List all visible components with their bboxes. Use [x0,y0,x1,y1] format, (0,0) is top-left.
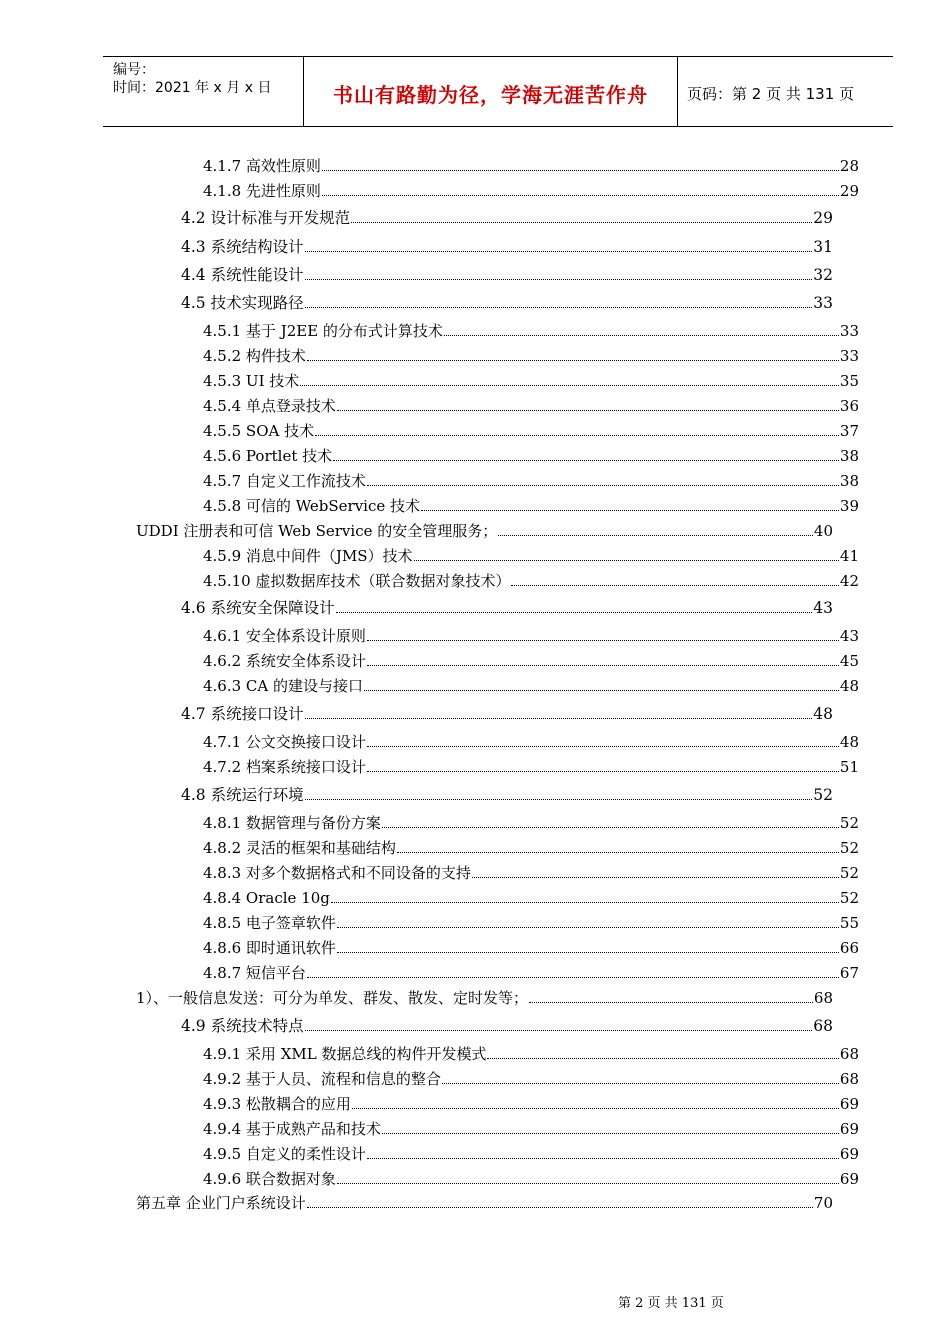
toc-entry-title: 4.6.3 CA 的建设与接口 [203,677,364,695]
toc-dot-leader [337,951,839,953]
toc-entry-page: 36 [839,397,859,415]
toc-entry-title: 第五章 企业门户系统设计 [136,1194,306,1212]
toc-dot-leader [305,717,813,719]
toc-entry-title: 4.7.2 档案系统接口设计 [203,758,366,776]
toc-entry-page: 68 [813,989,833,1007]
toc-entry[interactable] [136,521,833,541]
toc-entry[interactable] [203,1169,859,1189]
toc-entry-title: 4.6.1 安全体系设计原则 [203,627,366,645]
toc-entry-title: 4.2 设计标准与开发规范 [181,209,351,227]
toc-dot-leader [382,826,839,828]
toc-dot-leader [305,798,813,800]
toc-dot-leader [333,459,839,461]
header-page-cell [677,57,893,126]
toc-dot-leader [336,611,813,613]
toc-dot-leader [442,1082,839,1084]
toc-entry[interactable] [203,1069,859,1089]
toc-entry[interactable] [181,237,833,257]
toc-dot-leader [352,1107,839,1109]
toc-dot-leader [337,1182,839,1184]
toc-entry-page: 51 [839,758,859,776]
toc-entry[interactable] [203,651,859,671]
toc-dot-leader [414,559,839,561]
toc-entry-page: 52 [839,889,859,907]
toc-entry-title: 4.4 系统性能设计 [181,266,304,284]
toc-entry-page: 29 [813,209,833,227]
toc-dot-leader [307,1206,813,1208]
toc-dot-leader [397,851,839,853]
toc-entry-page: 48 [839,677,859,695]
toc-entry[interactable] [181,704,833,724]
toc-entry-title: 4.9.5 自定义的柔性设计 [203,1145,366,1163]
toc-dot-leader [351,221,812,223]
toc-entry-title: 4.5.1 基于 J2EE 的分布式计算技术 [203,322,443,340]
toc-entry-page: 33 [813,294,833,312]
toc-entry-title: UDDI 注册表和可信 Web Service 的安全管理服务； [136,522,498,540]
toc-entry-page: 33 [839,347,859,365]
toc-entry-page: 55 [839,914,859,932]
toc-entry-page: 43 [813,599,833,617]
toc-entry-title: 4.9.2 基于人员、流程和信息的整合 [203,1070,441,1088]
toc-entry-page: 43 [839,627,859,645]
toc-entry[interactable] [203,1119,859,1139]
toc-entry-title: 4.8.4 Oracle 10g [203,889,330,907]
motto: 书山有路勤为径，学海无涯苦作舟 [333,83,648,107]
toc-entry-page: 33 [839,322,859,340]
toc-dot-leader [364,689,839,691]
toc-entry-title: 4.9 系统技术特点 [181,1017,304,1035]
toc-dot-leader [315,434,839,436]
toc-dot-leader [337,409,839,411]
toc-entry[interactable] [203,676,859,696]
toc-entry-title: 4.5.7 自定义工作流技术 [203,472,366,490]
toc-entry-title: 4.8.2 灵活的框架和基础结构 [203,839,396,857]
toc-entry-page: 31 [813,238,833,256]
toc-dot-leader [472,876,839,878]
toc-entry-title: 4.8.6 即时通讯软件 [203,939,336,957]
time-label: 时间：2021 年 x 月 x 日 [113,80,272,96]
toc-entry[interactable] [203,963,859,983]
toc-entry-page: 52 [839,839,859,857]
toc-entry[interactable] [181,598,833,618]
toc-entry-page: 68 [813,1017,833,1035]
toc-entry[interactable] [203,371,859,391]
toc-entry-title: 4.5.10 虚拟数据库技术（联合数据对象技术） [203,572,511,590]
toc-entry-title: 4.5.8 可信的 WebService 技术 [203,497,421,515]
toc-entry-title: 4.8.3 对多个数据格式和不同设备的支持 [203,864,471,882]
toc-dot-leader [367,745,839,747]
toc-entry[interactable] [203,732,859,752]
toc-dot-leader [307,976,839,978]
toc-entry[interactable] [203,888,859,908]
toc-entry[interactable] [203,938,859,958]
toc-dot-leader [305,250,813,252]
toc-entry-page: 52 [839,814,859,832]
toc-entry-page: 68 [839,1045,859,1063]
toc-dot-leader [382,1132,839,1134]
toc-entry-page: 28 [839,157,859,175]
toc-entry[interactable] [203,626,859,646]
toc-entry-title: 4.5.6 Portlet 技术 [203,447,333,465]
toc-entry[interactable] [181,265,833,285]
toc-entry[interactable] [203,321,859,341]
toc-entry-title: 4.5.5 SOA 技术 [203,422,315,440]
toc-dot-leader [421,509,839,511]
toc-entry-title: 4.3 系统结构设计 [181,238,304,256]
toc-entry-title: 4.1.8 先进性原则 [203,182,321,200]
toc-entry-page: 41 [839,547,859,565]
toc-entry-page: 37 [839,422,859,440]
toc-entry[interactable] [181,1016,833,1036]
toc-entry-page: 42 [839,572,859,590]
toc-dot-leader [498,534,813,536]
toc-dot-leader [305,1029,813,1031]
toc-entry-page: 52 [813,786,833,804]
toc-entry[interactable] [203,496,859,516]
toc-dot-leader [305,278,813,280]
toc-entry[interactable] [203,421,859,441]
toc-dot-leader [337,926,839,928]
toc-entry-title: 4.8.5 电子签章软件 [203,914,336,932]
number-label: 编号： [113,62,155,78]
toc-dot-leader [367,639,839,641]
toc-entry-page: 48 [839,733,859,751]
toc-entry[interactable] [203,471,859,491]
toc-entry-title: 4.9.3 松散耦合的应用 [203,1095,351,1113]
toc-entry-page: 52 [839,864,859,882]
toc-entry[interactable] [203,346,859,366]
toc-entry[interactable] [203,546,859,566]
toc-entry-page: 40 [813,522,833,540]
toc-entry[interactable] [203,446,859,466]
toc-entry-page: 69 [839,1145,859,1163]
toc-entry-title: 4.5.3 UI 技术 [203,372,300,390]
toc-entry-title: 4.6.2 系统安全体系设计 [203,652,366,670]
toc-entry-page: 35 [839,372,859,390]
toc-entry-page: 38 [839,447,859,465]
toc-dot-leader [322,194,839,196]
toc-entry-page: 69 [839,1120,859,1138]
toc-entry[interactable] [203,181,859,201]
toc-entry-page: 45 [839,652,859,670]
toc-entry-page: 32 [813,266,833,284]
toc-entry-title: 4.7.1 公文交换接口设计 [203,733,366,751]
toc-dot-leader [305,306,813,308]
toc-entry[interactable] [203,1094,859,1114]
toc-entry-title: 1）、一般信息发送：可分为单发、群发、散发、定时发等； [136,989,529,1007]
toc-entry[interactable] [136,988,833,1008]
toc-entry[interactable] [203,913,859,933]
toc-entry[interactable] [203,863,859,883]
header-motto-cell [303,57,678,126]
toc-entry-title: 4.5.9 消息中间件（JMS）技术 [203,547,413,565]
toc-entry-page: 29 [839,182,859,200]
toc-dot-leader [511,584,838,586]
page-code: 页码：第 2 页 共 131 页 [687,85,855,103]
toc-entry-page: 38 [839,472,859,490]
page-header [103,56,893,127]
toc-dot-leader [367,1157,839,1159]
toc-entry[interactable] [203,156,859,176]
toc-dot-leader [367,484,839,486]
toc-entry[interactable] [203,1144,859,1164]
toc-dot-leader [487,1057,838,1059]
toc-dot-leader [367,770,839,772]
toc-entry-page: 69 [839,1170,859,1188]
toc-entry[interactable] [203,838,859,858]
toc-entry-page: 66 [839,939,859,957]
page-footer: 第 2 页 共 131 页 [618,1296,724,1311]
toc-entry-title: 4.8.1 数据管理与备份方案 [203,814,381,832]
toc-entry-title: 4.5 技术实现路径 [181,294,304,312]
toc-entry[interactable] [203,1044,859,1064]
toc-entry-page: 39 [839,497,859,515]
toc-entry[interactable] [136,1193,833,1213]
toc-entry-title: 4.9.4 基于成熟产品和技术 [203,1120,381,1138]
toc-entry-page: 69 [839,1095,859,1113]
toc-entry-title: 4.5.4 单点登录技术 [203,397,336,415]
toc-entry-title: 4.8 系统运行环境 [181,786,304,804]
toc-dot-leader [322,169,839,171]
toc-entry-title: 4.9.6 联合数据对象 [203,1170,336,1188]
toc-dot-leader [529,1001,813,1003]
toc-entry-title: 4.1.7 高效性原则 [203,157,321,175]
toc-dot-leader [307,359,839,361]
header-meta-cell [103,57,303,126]
toc-entry[interactable] [181,293,833,313]
toc-entry[interactable] [203,813,859,833]
toc-entry[interactable] [203,396,859,416]
toc-entry[interactable] [203,757,859,777]
toc-entry-title: 4.8.7 短信平台 [203,964,306,982]
toc-dot-leader [300,384,839,386]
toc-dot-leader [331,901,839,903]
toc-entry-title: 4.6 系统安全保障设计 [181,599,335,617]
toc-entry-page: 67 [839,964,859,982]
toc-entry-page: 48 [813,705,833,723]
toc-entry[interactable] [203,571,859,591]
toc-entry-title: 4.7 系统接口设计 [181,705,304,723]
toc-entry-title: 4.5.2 构件技术 [203,347,306,365]
toc-entry-page: 70 [813,1194,833,1212]
toc-entry-title: 4.9.1 采用 XML 数据总线的构件开发模式 [203,1045,487,1063]
toc-dot-leader [367,664,839,666]
toc-dot-leader [444,334,839,336]
toc-entry[interactable] [181,208,833,228]
toc-entry[interactable] [181,785,833,805]
toc-entry-page: 68 [839,1070,859,1088]
